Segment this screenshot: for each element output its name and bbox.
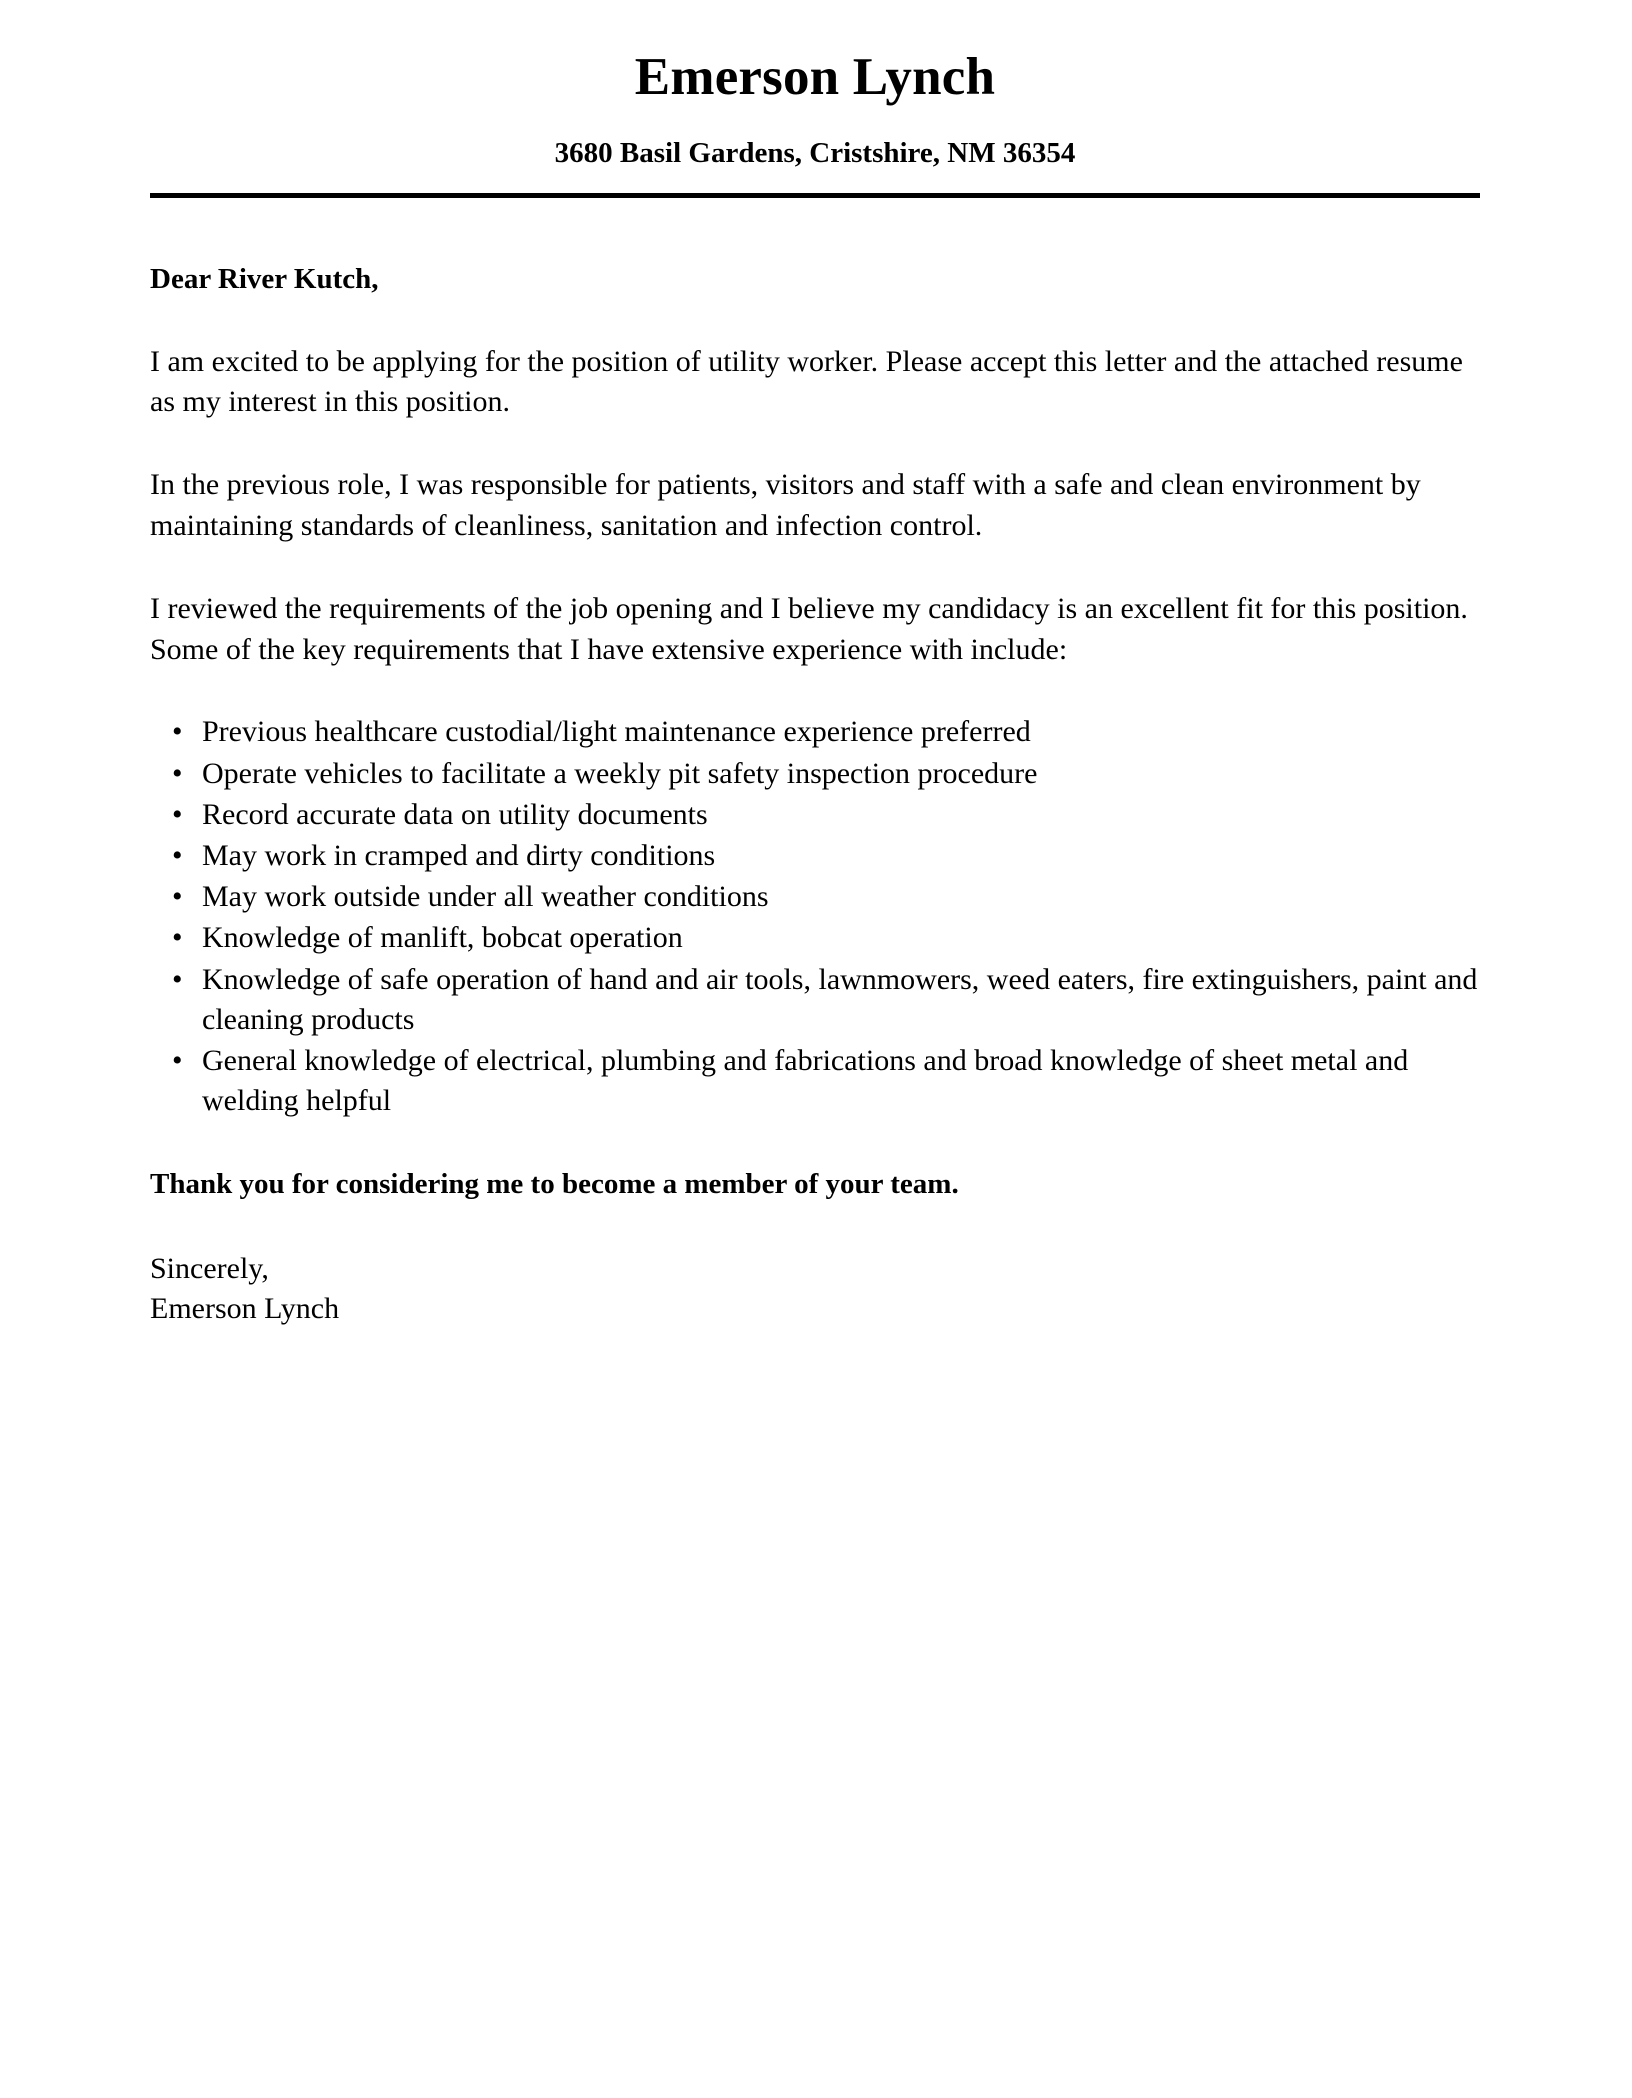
list-item bbox=[150, 795, 1480, 835]
bullet-icon: • bbox=[172, 880, 183, 914]
list-item bbox=[150, 1041, 1480, 1121]
bullet-icon: • bbox=[172, 715, 183, 749]
bullet-icon: • bbox=[172, 1043, 183, 1077]
list-item bbox=[150, 712, 1480, 752]
list-item bbox=[150, 918, 1480, 958]
list-item bbox=[150, 754, 1480, 794]
body-paragraph-3: I reviewed the requirements of the job opening and I believe my candidacy is an excellent fit for this position. Some of the key requirements that I have extensive experience with include: bbox=[150, 591, 1468, 666]
letter-body bbox=[150, 198, 1480, 1329]
list-item-label: May work in cramped and dirty conditions bbox=[202, 838, 716, 872]
list-item bbox=[150, 960, 1480, 1040]
bullet-icon: • bbox=[172, 921, 183, 955]
signoff-name: Emerson Lynch bbox=[150, 1291, 340, 1325]
bullet-icon: • bbox=[172, 756, 183, 790]
letterhead bbox=[150, 0, 1480, 198]
list-item-label: Previous healthcare custodial/light maintenance experience preferred bbox=[202, 715, 1031, 749]
page-title: Emerson Lynch bbox=[634, 48, 996, 106]
requirements-list bbox=[150, 712, 1480, 1121]
bullet-icon: • bbox=[172, 797, 183, 831]
signoff-closing: Sincerely, bbox=[150, 1251, 269, 1285]
salutation: Dear River Kutch, bbox=[150, 263, 379, 296]
body-paragraph-1: I am excited to be applying for the position of utility worker. Please accept this letter and the attached resume as my interest in this position. bbox=[150, 344, 1463, 419]
applicant-address: 3680 Basil Gardens, Cristshire, NM 36354 bbox=[554, 137, 1076, 170]
list-item bbox=[150, 877, 1480, 917]
document-content bbox=[150, 0, 1480, 1329]
list-item-label: May work outside under all weather conditions bbox=[202, 880, 769, 914]
list-item-label: Record accurate data on utility documents bbox=[202, 797, 708, 831]
list-item-label: Operate vehicles to facilitate a weekly pit safety inspection procedure bbox=[202, 756, 1038, 790]
bullet-icon: • bbox=[172, 962, 183, 996]
signature-block bbox=[150, 1249, 1480, 1329]
list-item-label: Knowledge of safe operation of hand and air tools, lawnmowers, weed eaters, fire extinguishers, paint and cleaning products bbox=[202, 962, 1478, 1036]
list-item-label: Knowledge of manlift, bobcat operation bbox=[202, 921, 683, 955]
closing-thanks: Thank you for considering me to become a member of your team. bbox=[150, 1168, 959, 1201]
body-paragraph-2: In the previous role, I was responsible for patients, visitors and staff with a safe and clean environment by maintaining standards of cleanliness, sanitation and infection control. bbox=[150, 468, 1421, 542]
list-item bbox=[150, 836, 1480, 876]
bullet-icon: • bbox=[172, 838, 183, 872]
list-item-label: General knowledge of electrical, plumbing and fabrications and broad knowledge of sheet metal and welding helpful bbox=[202, 1043, 1409, 1118]
